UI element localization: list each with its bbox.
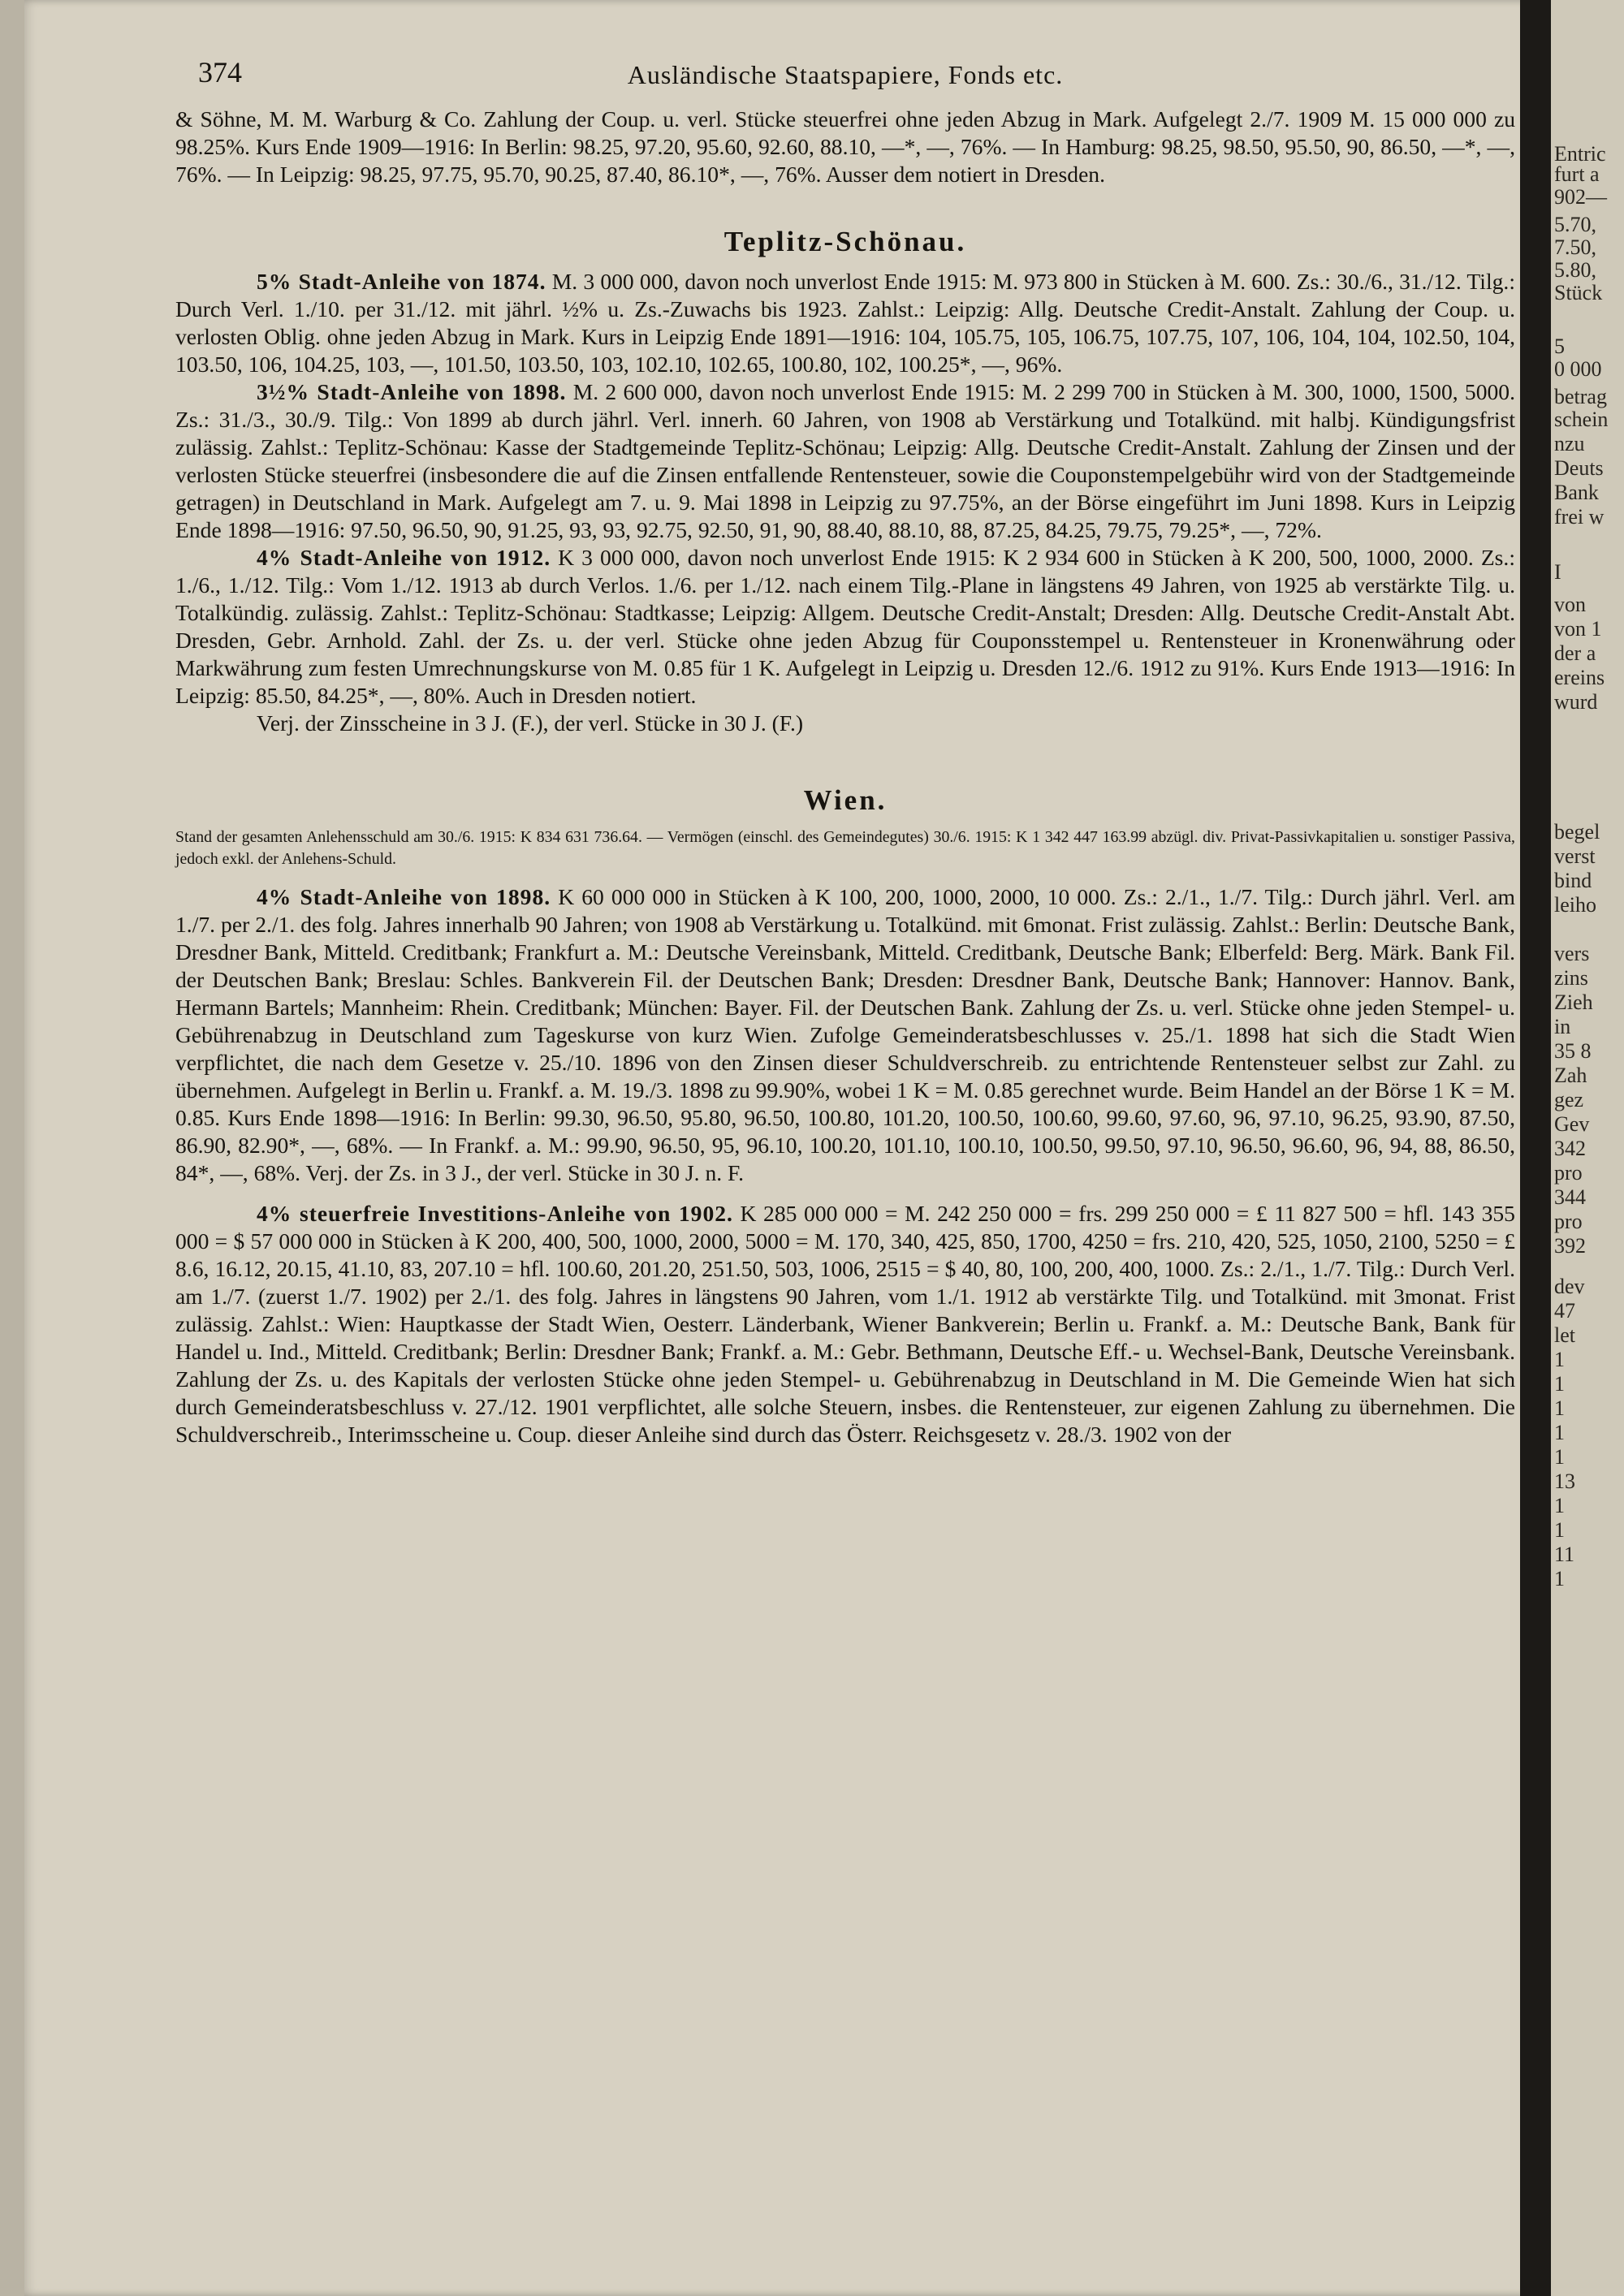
body-text (175, 106, 1515, 1448)
adjacent-page-fragment: ereins (1554, 666, 1605, 689)
adjacent-page-fragment: I (1554, 560, 1561, 584)
adjacent-page-fragment: pro (1554, 1210, 1583, 1233)
adjacent-page-fragment: 35 8 (1554, 1039, 1592, 1063)
page-content (175, 49, 1515, 1448)
adjacent-page-fragment: dev (1554, 1275, 1585, 1298)
page-number: 374 (198, 56, 242, 88)
adjacent-page-fragment: wurd (1554, 690, 1598, 714)
book-gutter (1520, 0, 1551, 2296)
adjacent-page-fragment: 1 (1554, 1567, 1565, 1590)
adjacent-page-fragment: 0 000 (1554, 357, 1602, 381)
adjacent-page-fragment: Gev (1554, 1112, 1590, 1136)
adjacent-page-fragment: von 1 (1554, 617, 1602, 641)
adjacent-page-fragment: der a (1554, 641, 1596, 665)
adjacent-page-fragment: 47 (1554, 1299, 1575, 1323)
adjacent-page-fragment: pro (1554, 1161, 1583, 1185)
adjacent-page-fragment: Entric (1554, 142, 1606, 166)
adjacent-page-fragment: 344 (1554, 1185, 1586, 1209)
adjacent-page-fragment: gez (1554, 1088, 1584, 1111)
spacer (175, 1187, 1515, 1200)
adjacent-page-fragment: 1 (1554, 1348, 1565, 1371)
adjacent-page-edge (1551, 0, 1624, 2296)
loan-text: K 3 000 000, davon noch unverlost Ende 1915: K 2 934 600 in Stücken à K 200, 500, 1000, 2000. Zs.: 1./6., 1./12. Tilg.: Vom 1./12. 1913 ab durch Verlos. 1./6. per 1./12. nach einem Tilg.-Plane in längstens 49 Jahren, von 1925 ab verstärkte Tilg. u. Totalkündig. zulässig. Zahlst.: Teplitz-Schönau: Stadtkasse; Leipzig: Allgem. Deutsche Credit-Anstalt; Dresden: Allg. Deutsche Credit-Anstalt Abt. Dresden, Gebr. Arnhold. Zahl. der Zs. u. der verl. Stücke ohne jeden Abzug für Couponsstempel u. Rentensteuer in Kronenwährung oder Markwährung zum festen Umrechnungskurse von M. 0.85 für 1 K. Aufgelegt in Leipzig u. Dresden 12./6. 1912 zu 91%. Kurs Ende 1913—1916: In Leipzig: 85.50, 84.25*, —, 80%. Auch in Dresden notiert. (175, 545, 1515, 708)
spacer (175, 870, 1515, 883)
loan-entry (175, 1200, 1515, 1448)
loan-title: 4% steuerfreie Investitions-Anleihe von 1902. (257, 1201, 733, 1226)
loan-entry (175, 883, 1515, 1187)
adjacent-page-fragment: 1 (1554, 1421, 1565, 1444)
adjacent-page-fragment: 1 (1554, 1372, 1565, 1396)
intro-paragraph: & Söhne, M. M. Warburg & Co. Zahlung der Coup. u. verl. Stücke steuerfrei ohne jeden Abzug in Mark. Aufgelegt 2./7. 1909 M. 15 000 000 zu 98.25%. Kurs Ende 1909—1916: In Berlin: 98.25, 97.20, 95.60, 92.60, 88.10, —*, —, 76%. — In Hamburg: 98.25, 98.50, 95.50, 90, 86.50, —*, —, 76%. — In Leipzig: 98.25, 97.75, 95.70, 90.25, 87.40, 86.10*, —, 76%. Ausser dem notiert in Dresden. (175, 106, 1515, 187)
adjacent-page-fragment: 13 (1554, 1470, 1575, 1493)
adjacent-page-fragment: Zieh (1554, 990, 1593, 1014)
prescription-note: Verj. der Zinsscheine in 3 J. (F.), der verl. Stücke in 30 J. (F.) (257, 710, 804, 736)
adjacent-page-fragment: zins (1554, 966, 1588, 990)
adjacent-page-fragment: Zah (1554, 1064, 1587, 1087)
loan-entry (175, 378, 1515, 544)
running-title: Ausländische Staatspapiere, Fonds etc. (627, 60, 1064, 89)
adjacent-page-fragment: 5.80, (1554, 258, 1596, 282)
loan-text: K 285 000 000 = M. 242 250 000 = frs. 299 250 000 = £ 11 827 500 = hfl. 143 355 000 = $ 57 000 000 in Stücken à K 200, 400, 500, 1000, 2000, 5000 = M. 170, 340, 425, 850, 1700, 4250 = frs. 210, 420, 525, 1050, 2100, 5250 = £ 8.6, 16.12, 20.15, 41.10, 83, 207.10 = hfl. 100.60, 201.20, 251.50, 503, 1006, 2515 = $ 40, 80, 100, 200, 400, 1000. Zs.: 2./1., 1./7. Tilg.: Durch Verl. am 1./7. (zuerst 1./7. 1902) per 2./1. des folg. Jahres in längstens 90 Jahren, vom 1./1. 1912 ab verstärkte Tilg. und Totalkünd. mit 3monat. Frist zulässig. Zahlst.: Wien: Hauptkasse der Stadt Wien, Oesterr. Länderbank, Wiener Bankverein; Berlin u. Frankf. a. M.: Deutsche Bank, Bank für Handel u. Ind., Mitteld. Creditbank; Berlin: Dresdner Bank; Frankf. a. M.: Gebr. Bethmann, Deutsche Eff.- u. Wechsel-Bank, Deutsche Vereinsbank. Zahlung der Zs. u. des Kapitals der verlosten Stücke ohne jeden Stempel- u. Gebührenabzug in Deutschland in M. Die Gemeinde Wien hat sich durch Gemeinderatsbeschluss v. 27./12. 1901 verpflichtet, alle solche Steuern, insbes. die Rentensteuer, zur eigenen Zahlung zu übernehmen. Die Schuldverschreib., Interimsscheine u. Coup. dieser Anleihe sind durch das Österr. Reichsgesetz v. 28./3. 1902 von der (175, 1201, 1515, 1447)
adjacent-page-fragment: furt a (1554, 162, 1600, 186)
adjacent-page-fragment: bind (1554, 869, 1592, 892)
adjacent-page-fragment: 1 (1554, 1494, 1565, 1517)
adjacent-page-fragment: frei w (1554, 505, 1605, 529)
loan-title: 4% Stadt-Anleihe von 1912. (257, 545, 551, 570)
adjacent-page-fragment: schein (1554, 408, 1609, 431)
section-heading-wien: Wien. (803, 784, 888, 816)
adjacent-page-fragment: Deuts (1554, 456, 1604, 480)
adjacent-page-fragment: von (1554, 593, 1586, 616)
adjacent-page-fragment: 7.50, (1554, 235, 1596, 259)
loan-title: 4% Stadt-Anleihe von 1898. (257, 884, 551, 909)
adjacent-page-fragment: Bank (1554, 481, 1599, 504)
adjacent-page-fragment: 5 (1554, 334, 1565, 358)
adjacent-page-fragment: betrag (1554, 385, 1607, 408)
adjacent-page-fragment: verst (1554, 844, 1596, 868)
adjacent-page-fragment: 1 (1554, 1396, 1565, 1420)
section-heading-teplitz: Teplitz-Schönau. (723, 226, 967, 257)
adjacent-page-fragment: in (1554, 1015, 1571, 1038)
adjacent-page-fragment: 392 (1554, 1234, 1586, 1258)
loan-text: M. 2 600 000, davon noch unverlost Ende 1915: M. 2 299 700 in Stücken à M. 300, 1000, 1500, 5000. Zs.: 31./3., 30./9. Tilg.: Von 1899 ab durch jährl. Verl. innerh. 60 Jahren, von 1908 ab Verstärkung und Totalkünd. mit halbj. Kündigungsfrist zulässig. Zahlst.: Teplitz-Schönau: Kasse der Stadtgemeinde Teplitz-Schönau; Leipzig: Allg. Deutsche Credit-Anstalt. Zahlung der Zinsen und der verlosten Stücke steuerfrei (insbesondere die auf die Zinsen entfallende Rentensteuer, sowie die Couponstempelgebühr wird von der Stadtgemeinde getragen) in Deutschland in Mark. Aufgelegt am 7. u. 9. Mai 1898 in Leipzig zu 97.75%, an der Börse eingeführt im Juni 1898. Kurs in Leipzig Ende 1898—1916: 97.50, 96.50, 90, 91.25, 93, 93, 92.75, 92.50, 91, 90, 88.40, 88.10, 88, 87.25, 84.25, 79.75, 79.25*, —, 72%. (175, 379, 1515, 542)
book-page (24, 0, 1535, 2296)
adjacent-page-fragment: let (1554, 1323, 1575, 1347)
adjacent-page-fragment: 5.70, (1554, 213, 1596, 236)
loan-title: 5% Stadt-Anleihe von 1874. (257, 269, 546, 294)
running-header (175, 49, 1515, 106)
loan-text: M. 3 000 000, davon noch unverlost Ende 1915: M. 973 800 in Stücken à M. 600. Zs.: 30./6., 31./12. Tilg.: Durch Verl. 1./10. per 31./12. mit jährl. ½% u. Zs.-Zuwachs bis 1923. Zahlst.: Leipzig: Allg. Deutsche Credit-Anstalt. Zahlung der Coup. u. verlosten Oblig. ohne jeden Abzug in Mark. Kurs in Leipzig Ende 1891—1916: 104, 105.75, 105, 106.75, 107.75, 107, 106, 104, 104, 102.50, 104, 103.50, 106, 104.25, 103, —, 101.50, 103.50, 103, 102.10, 102.65, 100.80, 102, 100.25*, —, 96%. (175, 269, 1515, 377)
adjacent-page-fragment: nzu (1554, 432, 1585, 455)
adjacent-page-fragment: vers (1554, 942, 1590, 965)
adjacent-page-fragment: begel (1554, 820, 1600, 844)
loan-title: 3½% Stadt-Anleihe von 1898. (257, 379, 567, 404)
adjacent-page-fragment: 1 (1554, 1518, 1565, 1542)
adjacent-page-fragment: Stück (1554, 281, 1603, 304)
debt-status-note: Stand der gesamten Anlehensschuld am 30./6. 1915: K 834 631 736.64. — Vermögen (einschl. des Gemeindegutes) 30./6. 1915: K 1 342 447 163.99 abzügl. div. Privat-Passivkapitalien u. sonstiger Passiva, jedoch exkl. der Anlehens-Schuld. (175, 828, 1515, 868)
loan-entry (175, 544, 1515, 710)
adjacent-page-fragment: 11 (1554, 1543, 1575, 1566)
adjacent-page-fragment: leiho (1554, 893, 1596, 917)
adjacent-page-fragment: 1 (1554, 1445, 1565, 1469)
loan-entry (175, 268, 1515, 378)
adjacent-page-fragment: 902— (1554, 185, 1607, 209)
adjacent-page-fragment: 342 (1554, 1137, 1586, 1160)
loan-text: K 60 000 000 in Stücken à K 100, 200, 1000, 2000, 10 000. Zs.: 2./1., 1./7. Tilg.: Durch jährl. Verl. am 1./7. per 2./1. des folg. Jahres innerhalb 90 Jahren; von 1908 ab Verstärkung u. Totalkünd. mit 6monat. Frist zulässig. Zahlst.: Berlin: Deutsche Bank, Dresdner Bank, Mitteld. Creditbank; Frankfurt a. M.: Deutsche Vereinsbank, Mitteld. Creditbank, Deutsche Bank; Elberfeld: Berg. Märk. Bank Fil. der Deutschen Bank; Breslau: Schles. Bankverein Fil. der Deutschen Bank; Dresden: Dresdner Bank, Deutsche Bank; Hannover: Hannov. Bank, Hermann Bartels; Mannheim: Rhein. Creditbank; München: Bayer. Fil. der Deutschen Bank. Zahlung der Zs. u. verl. Stücke ohne jeden Stempel- u. Gebührenabzug in Deutschland zum Tageskurse von kurz Wien. Zufolge Gemeinderatsbeschlusses v. 25./1. 1898 hat sich die Stadt Wien verpflichtet, die nach dem Gesetze v. 25./10. 1896 von den Zinsen dieser Schuldverschreib. zu entrichtende Rentensteuer selbst zur Zahl. zu übernehmen. Aufgelegt in Berlin u. Frankf. a. M. 19./3. 1898 zu 99.90%, wobei 1 K = M. 0.85 gerechnet wurde. Beim Handel an der Börse 1 K = M. 0.85. Kurs Ende 1898—1916: In Berlin: 99.30, 96.50, 95.80, 96.50, 100.80, 101.20, 100.50, 100.60, 99.60, 97.60, 96, 97.10, 96.25, 93.90, 87.50, 86.90, 82.90*, —, 68%. — In Frankf. a. M.: 99.90, 96.50, 95, 96.10, 100.20, 101.10, 100.10, 100.50, 99.50, 97.10, 96.50, 96.60, 96, 94, 88, 86.50, 84*, —, 68%. Verj. der Zs. in 3 J., der verl. Stücke in 30 J. n. F. (175, 884, 1515, 1185)
